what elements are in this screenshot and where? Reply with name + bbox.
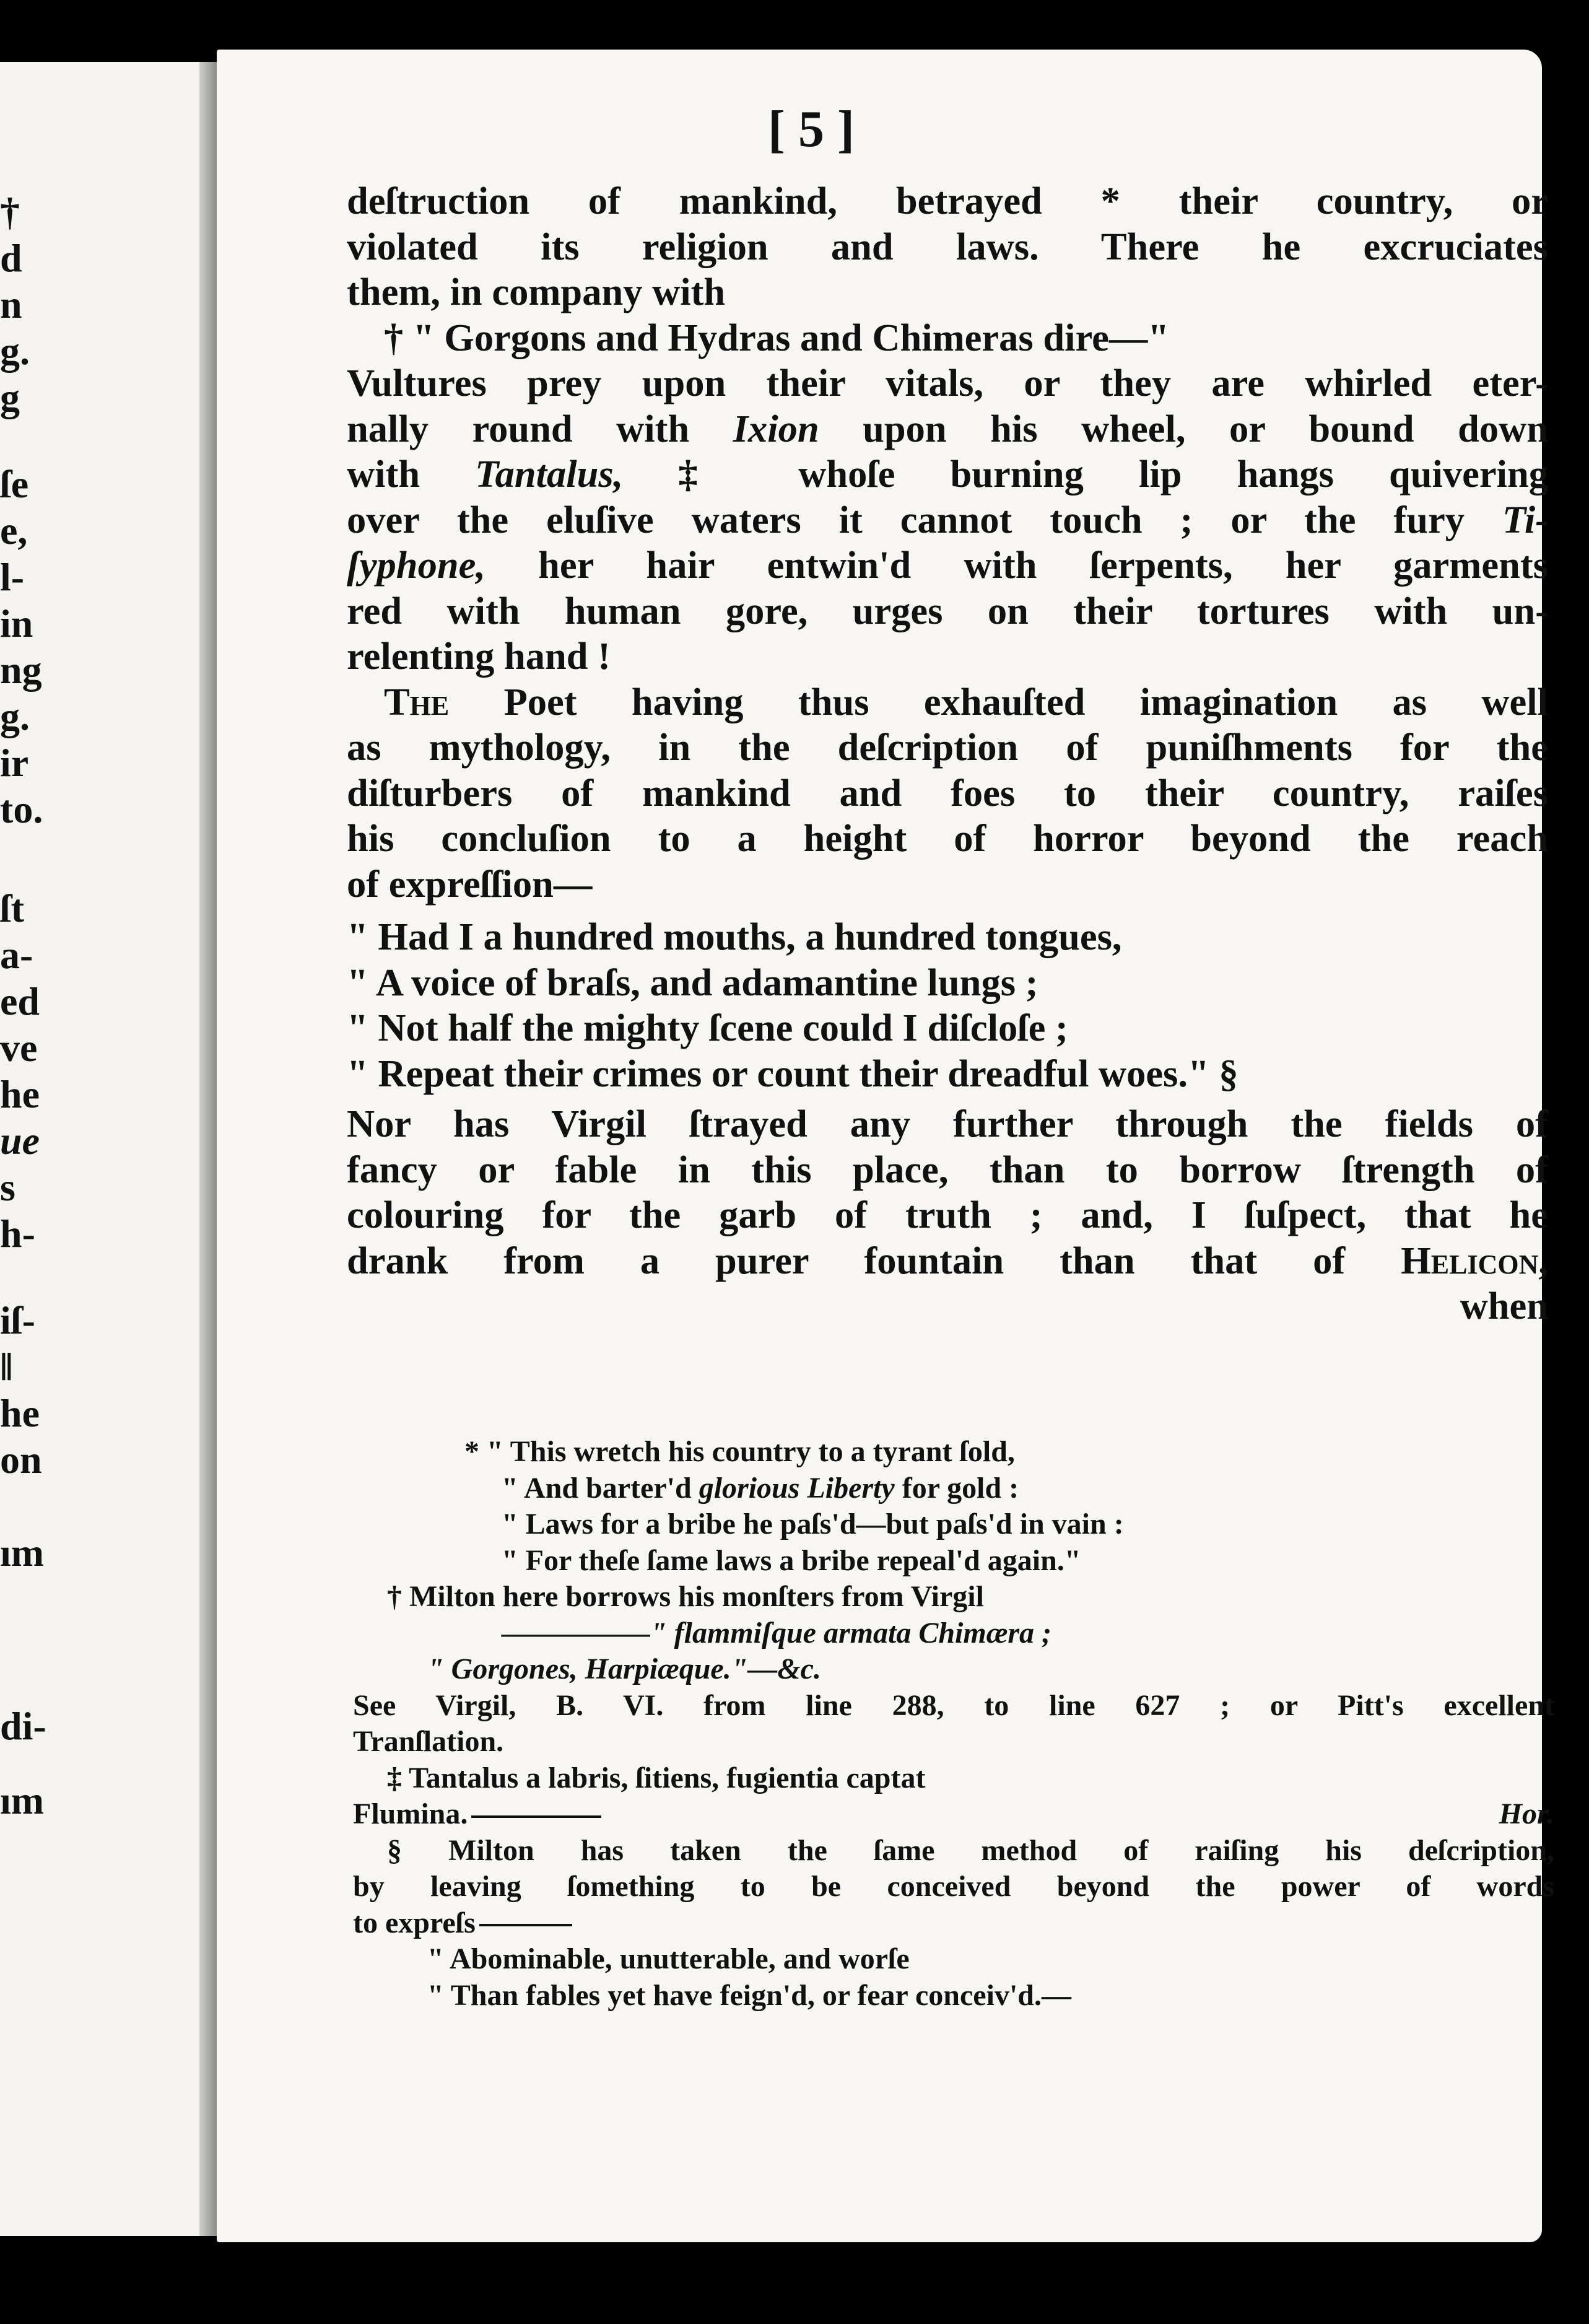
verse-line: " A voice of braſs, and adamantine lungs ; bbox=[347, 960, 1038, 1004]
margin-fragment: to. bbox=[0, 787, 43, 831]
margin-fragment: on bbox=[0, 1438, 42, 1482]
text-line: Nor has Virgil ſtrayed any further through the fields of bbox=[347, 1102, 1548, 1145]
footnote-line: Tranſlation. bbox=[353, 1725, 504, 1758]
footnote-line: See Virgil, B. VI. from line 288, to line 627 ; or Pitt's excellent bbox=[353, 1688, 1554, 1722]
margin-fragment: g. bbox=[0, 329, 30, 373]
text-line: ſyphone, her hair entwin'd with ſerpents, her garments bbox=[347, 543, 1548, 587]
text-line: over the eluſive waters it cannot touch ; or the fury Ti- bbox=[347, 497, 1549, 541]
text-line: violated its religion and laws. There he excruciates bbox=[347, 224, 1548, 268]
text-line: with Tantalus, ‡ whoſe burning lip hangs quivering bbox=[347, 452, 1549, 496]
page-number: [ 5 ] bbox=[768, 100, 855, 158]
footnote-line: " Laws for a bribe he paſs'd—but paſs'd in vain : bbox=[502, 1508, 1124, 1540]
text-line: red with human gore, urges on their tortures with un- bbox=[347, 588, 1548, 632]
margin-fragment: g. bbox=[0, 694, 30, 738]
margin-fragment: di- bbox=[0, 1704, 46, 1748]
text-line: fancy or fable in this place, than to borrow ſtrength of bbox=[347, 1147, 1548, 1191]
text-line: The Poet having thus exhauſted imagination as well bbox=[384, 679, 1549, 723]
footnote-line: " Abominable, unutterable, and worſe bbox=[427, 1942, 910, 1975]
left-facing-page bbox=[0, 62, 201, 2236]
margin-fragment: iſ- bbox=[0, 1298, 35, 1342]
text-line: as mythology, in the deſcription of puniſhments for the bbox=[347, 725, 1548, 769]
text-line: † " Gorgons and Hydras and Chimeras dire—" bbox=[384, 315, 1170, 359]
text-line: Vultures prey upon their vitals, or they are whirled eter- bbox=[347, 361, 1548, 404]
text-line: colouring for the garb of truth ; and, I ſuſpect, that he bbox=[347, 1193, 1548, 1236]
footnote-line: " Than fables yet have feign'd, or fear conceiv'd.— bbox=[427, 1978, 1071, 2012]
margin-fragment: in bbox=[0, 601, 33, 645]
margin-fragment: ım bbox=[0, 1531, 45, 1575]
footnote-line: " Gorgones, Harpiæque."—&c. bbox=[427, 1653, 821, 1685]
margin-fragment: ſt bbox=[0, 886, 25, 930]
margin-fragment: n bbox=[0, 282, 22, 326]
text-line: them, in company with bbox=[347, 270, 726, 313]
verse-line: " Had I a hundred mouths, a hundred tongues, bbox=[347, 915, 1122, 958]
footnote-line: § Milton has taken the ſame method of raiſing his deſcription, bbox=[387, 1833, 1554, 1867]
margin-fragment: ed bbox=[0, 979, 40, 1023]
catchword: when bbox=[1460, 1284, 1548, 1327]
margin-fragment: d bbox=[0, 236, 22, 280]
text-line: his concluſion to a height of horror beyond the reach bbox=[347, 816, 1548, 860]
margin-fragment: ve bbox=[0, 1026, 38, 1070]
footnotes bbox=[353, 1434, 1554, 2014]
margin-fragment: a- bbox=[0, 933, 33, 977]
margin-fragment: ue bbox=[0, 1119, 40, 1163]
margin-fragment: ım bbox=[0, 1778, 45, 1822]
page-gutter bbox=[199, 62, 217, 2236]
text-line: drank from a purer fountain than that of Helicon, bbox=[347, 1238, 1548, 1282]
margin-fragment: ‖ bbox=[0, 1345, 13, 1389]
verse-quotation bbox=[347, 914, 1548, 1096]
margin-fragment: ng bbox=[0, 648, 42, 692]
page-body bbox=[347, 178, 1548, 1329]
margin-fragment: he bbox=[0, 1072, 40, 1116]
footnote-line: * " This wretch his country to a tyrant ſold, bbox=[464, 1435, 1015, 1468]
footnote-line: to expreſs bbox=[353, 1905, 1554, 1942]
margin-fragment: e, bbox=[0, 509, 28, 553]
margin-fragment: he bbox=[0, 1391, 40, 1435]
text-line: diſturbers of mankind and foes to their country, raiſes bbox=[347, 771, 1548, 815]
footnote-line: " For theſe ſame laws a bribe repeal'd again." bbox=[502, 1544, 1081, 1577]
margin-fragment: ſe bbox=[0, 462, 29, 506]
book-page bbox=[217, 50, 1554, 2242]
margin-fragment: l- bbox=[0, 555, 25, 599]
footnote-line: —————" flammiſque armata Chimæra ; bbox=[502, 1616, 1052, 1649]
footnote-line: † Milton here borrows his monſters from Virgil bbox=[387, 1580, 984, 1613]
margin-fragment: h- bbox=[0, 1212, 35, 1256]
margin-fragment: ir bbox=[0, 741, 29, 785]
text-line: relenting hand ! bbox=[347, 634, 611, 678]
margin-fragment: s bbox=[0, 1165, 15, 1209]
margin-fragment: g bbox=[0, 375, 20, 419]
footnote-line: ‡ Tantalus a labris, ſitiens, fugientia captat bbox=[387, 1761, 926, 1794]
text-line: of expreſſion— bbox=[347, 862, 593, 906]
footnote-line: Flumina. Hor. bbox=[353, 1798, 1554, 1830]
text-line: nally round with Ixion upon his wheel, or bound down bbox=[347, 406, 1549, 450]
margin-fragment: † bbox=[0, 190, 20, 234]
text-line: deſtruction of mankind, betrayed * their country, or bbox=[347, 179, 1548, 222]
verse-line: " Not half the mighty ſcene could I diſcloſe ; bbox=[347, 1006, 1068, 1049]
footnote-line: by leaving ſomething to be conceived beyond the power of words bbox=[353, 1870, 1554, 1903]
verse-line: " Repeat their crimes or count their dreadful woes." § bbox=[347, 1051, 1239, 1095]
footnote-line: " And barter'd glorious Liberty for gold : bbox=[502, 1471, 1019, 1505]
